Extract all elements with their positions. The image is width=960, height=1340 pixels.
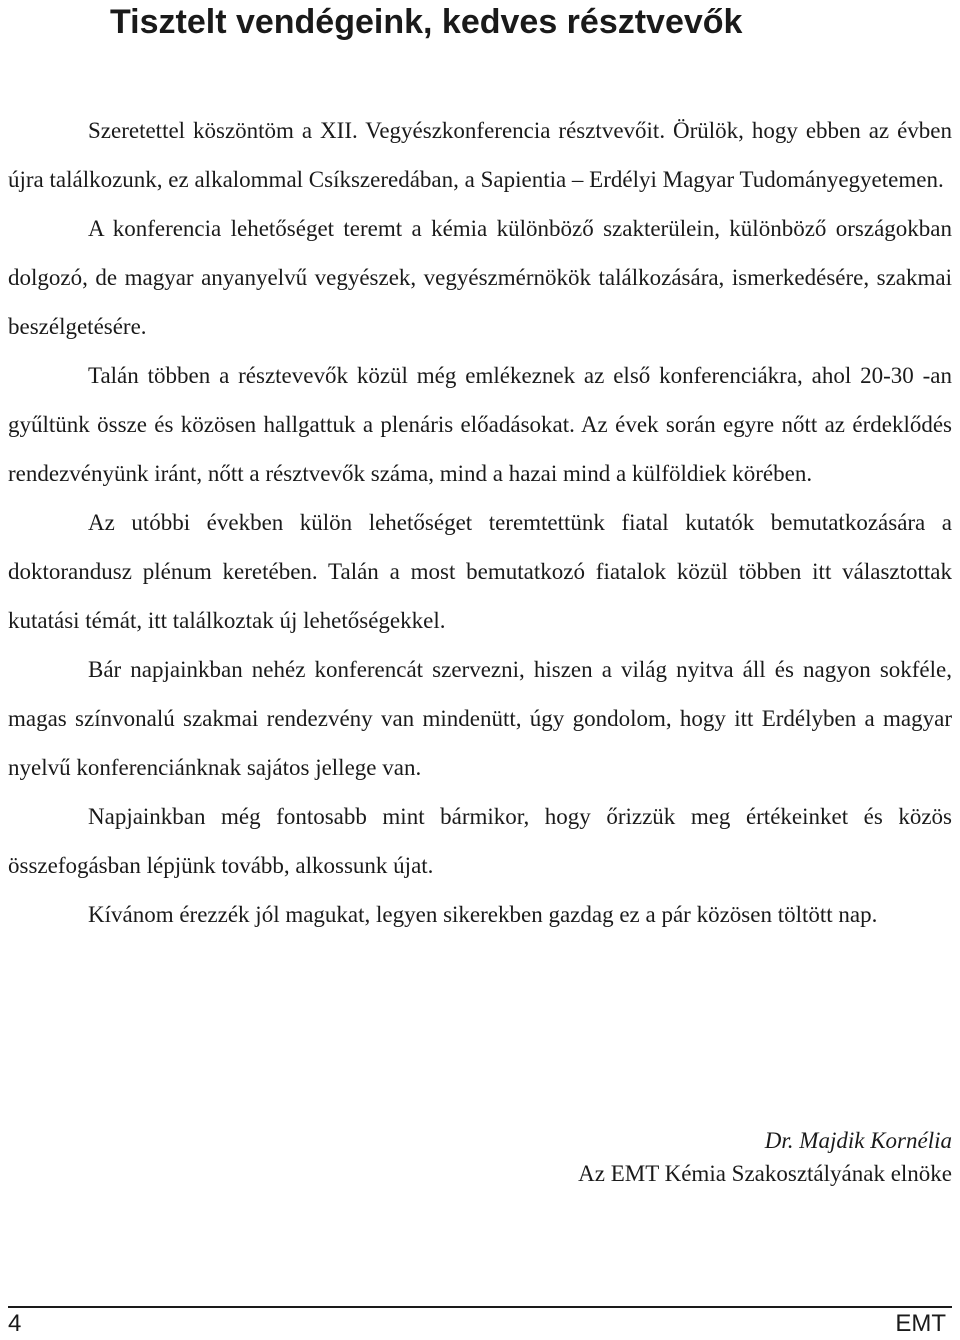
paragraph-wishes: Kívánom érezzék jól magukat, legyen sikerekben gazdag ez a pár közösen töltött nap. bbox=[88, 902, 878, 927]
paragraph-young-researchers: Az utóbbi években külön lehetőséget teremtettünk fiatal kutatók bemutatkozására a doktorandusz plénum keretében. Talán a most bemutatkozó fiatalok közül többen itt választottak kutatási témát, itt találkoztak új lehetőségekkel. bbox=[8, 510, 952, 633]
signature-role: Az EMT Kémia Szakosztályának elnöke bbox=[578, 1161, 952, 1186]
signature-name: Dr. Majdik Kornélia bbox=[764, 1128, 952, 1153]
page-title: Tisztelt vendégeink, kedves résztvevők bbox=[110, 3, 743, 41]
paragraph-history: Talán többen a résztevevők közül még emlékeznek az első konferenciákra, ahol 20-30 -an gyűltünk össze és közösen hallgattuk a plenáris előadásokat. Az évek során egyre nőtt az érdeklődés rendezvényünk iránt, nőtt a résztvevők száma, mind a hazai mind a külföldiek körében. bbox=[8, 363, 952, 486]
page-number: 4 bbox=[8, 1310, 22, 1337]
paragraph-character: Bár napjainkban nehéz konferencát szervezni, hiszen a világ nyitva áll és nagyon sokféle, magas színvonalú szakmai rendezvény van mindenütt, úgy gondolom, hogy itt Erdélyben a magyar nyelvű konferenciánknak sajátos jellege van. bbox=[8, 657, 952, 780]
paragraph-values: Napjainkban még fontosabb mint bármikor, hogy őrizzük meg értékeinket és közös összefogásban lépjünk tovább, alkossunk újat. bbox=[8, 804, 952, 878]
signature-block bbox=[578, 1124, 952, 1190]
footer-divider bbox=[8, 1306, 952, 1308]
footer-label: EMT bbox=[895, 1310, 946, 1337]
letter-body bbox=[8, 106, 952, 939]
paragraph-opportunity: A konferencia lehetőséget teremt a kémia különböző szakterülein, különböző országokban dolgozó, de magyar anyanyelvű vegyészek, vegyészmérnökök találkozására, ismerkedésére, szakmai beszélgetésére. bbox=[8, 216, 952, 339]
paragraph-greeting: Szeretettel köszöntöm a XII. Vegyészkonferencia résztvevőit. Örülök, hogy ebben az évben újra találkozunk, ez alkalommal Csíkszeredában, a Sapientia – Erdélyi Magyar Tudományegyetemen. bbox=[8, 118, 952, 192]
